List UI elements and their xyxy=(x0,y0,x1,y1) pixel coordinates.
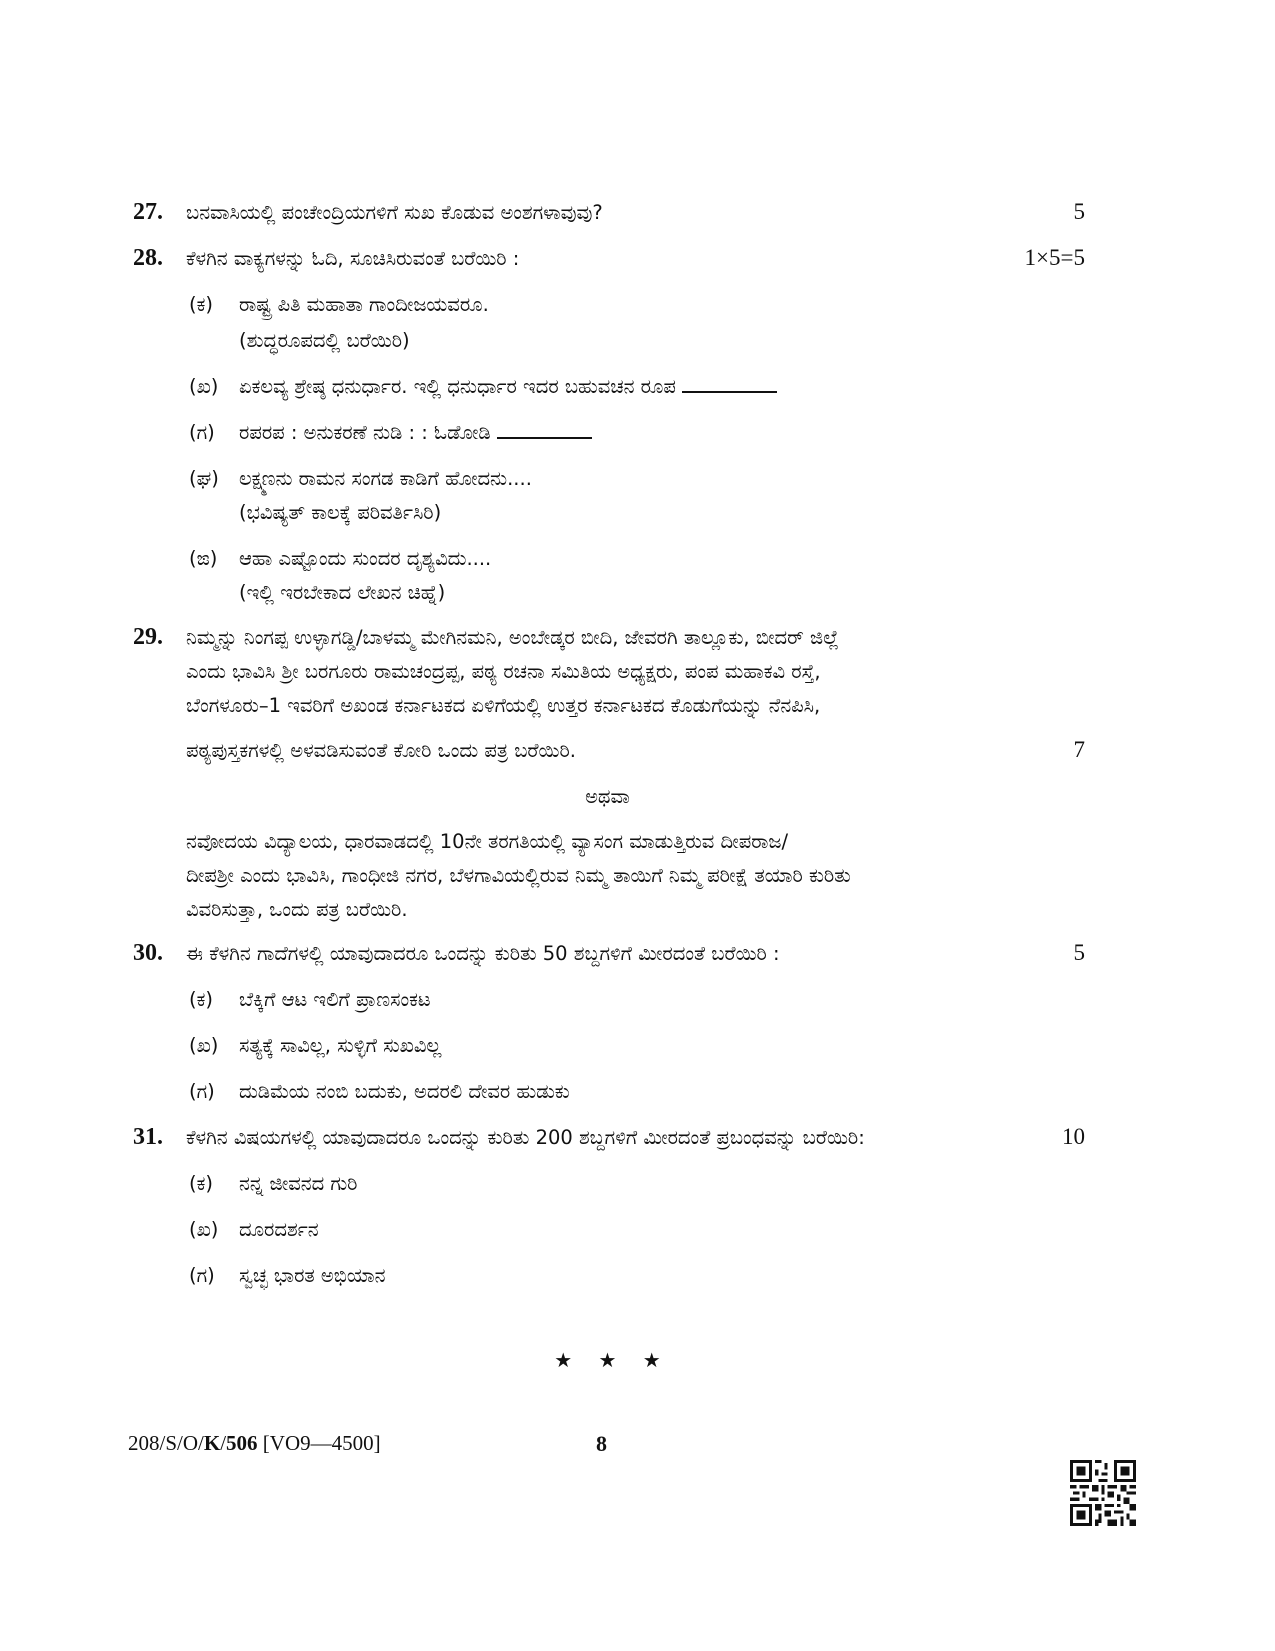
sub-instruction: (ಭವಿಷ್ಯತ್ ಕಾಲಕ್ಕೆ ಪರಿವರ್ತಿಸಿರಿ) xyxy=(239,501,442,524)
question-number-29: 29. xyxy=(133,624,163,650)
sub-label: (ಕ) xyxy=(189,293,213,316)
marks-27: 5 xyxy=(1073,199,1085,224)
question-number-27: 27. xyxy=(133,199,163,225)
alt-question-line: ವಿವರಿಸುತ್ತಾ, ಒಂದು ಪತ್ರ ಬರೆಯಿರಿ. xyxy=(186,898,408,921)
sub-label: (ಖ) xyxy=(189,1034,219,1057)
sub-text: ಏಕಲವ್ಯ ಶ್ರೇಷ್ಠ ಧನುರ್ಧಾರ. ಇಲ್ಲಿ ಧನುರ್ಧಾರ ಇದರ ಬಹುವಚನ ರೂಪ xyxy=(239,375,676,398)
question-number-30: 30. xyxy=(133,940,163,966)
sub-label: (ಘ) xyxy=(189,467,219,490)
sub-text-with-blank xyxy=(239,375,777,398)
question-line: ಎಂದು ಭಾವಿಸಿ ಶ್ರೀ ಬರಗೂರು ರಾಮಚಂದ್ರಪ್ಪ, ಪಠ್ಯ ರಚನಾ ಸಮಿತಿಯ ಅಧ್ಯಕ್ಷರು, ಪಂಪ ಮಹಾಕವಿ ರಸ್ತೆ, xyxy=(186,660,821,683)
sub-text: ದುಡಿಮೆಯ ನಂಬಿ ಬದುಕು, ಅದರಲಿ ದೇವರ ಹುಡುಕು xyxy=(239,1080,570,1103)
or-label: ಅಥವಾ xyxy=(585,785,630,808)
marks-30: 5 xyxy=(1073,940,1085,965)
sub-label: (ಙ) xyxy=(189,547,218,570)
code-bold-number: 506 xyxy=(226,1431,258,1455)
sub-text: ಬೆಕ್ಕಿಗೆ ಆಟ ಇಲಿಗೆ ಪ್ರಾಣಸಂಕಟ xyxy=(239,988,431,1011)
question-text-30: ಈ ಕೆಳಗಿನ ಗಾದೆಗಳಲ್ಲಿ ಯಾವುದಾದರೂ ಒಂದನ್ನು ಕುರಿತು 50 ಶಬ್ದಗಳಿಗೆ ಮೀರದಂತೆ ಬರೆಯಿರಿ : xyxy=(186,942,780,965)
sub-text: ಸ್ವಚ್ಛ ಭಾರತ ಅಭಿಯಾನ xyxy=(239,1264,386,1287)
sub-text: ಲಕ್ಷ್ಮಣನು ರಾಮನ ಸಂಗಡ ಕಾಡಿಗೆ ಹೋದನು.... xyxy=(239,467,532,490)
end-stars: ★ ★ ★ xyxy=(554,1348,671,1372)
alt-question-line: ದೀಪಶ್ರೀ ಎಂದು ಭಾವಿಸಿ, ಗಾಂಧೀಜಿ ನಗರ, ಬೆಳಗಾವಿಯಲ್ಲಿರುವ ನಿಮ್ಮ ತಾಯಿಗೆ ನಿಮ್ಮ ಪರೀಕ್ಷೆ ತಯಾರಿ ಕುರಿತು xyxy=(186,864,851,887)
sub-text: ನನ್ನ ಜೀವನದ ಗುರಿ xyxy=(239,1172,358,1195)
code-sep: / xyxy=(220,1431,227,1455)
question-line: ನಿಮ್ಮನ್ನು ನಿಂಗಪ್ಪ ಉಳ್ಳಾಗಡ್ಡಿ/ಬಾಳಮ್ಮ ಮೇಗಿನಮನಿ, ಅಂಬೇಡ್ಕರ ಬೀದಿ, ಜೇವರಗಿ ತಾಲ್ಲೂಕು, ಬೀದರ್ ಜಿಲ್ಲೆ xyxy=(186,626,839,649)
sub-label: (ಗ) xyxy=(189,421,215,444)
question-text-31: ಕೆಳಗಿನ ವಿಷಯಗಳಲ್ಲಿ ಯಾವುದಾದರೂ ಒಂದನ್ನು ಕುರಿತು 200 ಶಬ್ದಗಳಿಗೆ ಮೀರದಂತೆ ಪ್ರಬಂಧವನ್ನು ಬರೆಯಿರಿ: xyxy=(186,1126,865,1149)
code-suffix: [VO9—4500] xyxy=(262,1431,381,1455)
alt-question-line: ನವೋದಯ ವಿದ್ಯಾಲಯ, ಧಾರವಾಡದಲ್ಲಿ 10ನೇ ತರಗತಿಯಲ್ಲಿ ವ್ಯಾಸಂಗ ಮಾಡುತ್ತಿರುವ ದೀಪರಾಜ/ xyxy=(186,830,789,853)
question-line: ಬೆಂಗಳೂರು–1 ಇವರಿಗೆ ಅಖಂಡ ಕರ್ನಾಟಕದ ಏಳಿಗೆಯಲ್ಲಿ ಉತ್ತರ ಕರ್ನಾಟಕದ ಕೊಡುಗೆಯನ್ನು ನೆನಪಿಸಿ, xyxy=(186,694,821,717)
sub-label: (ಖ) xyxy=(189,375,219,398)
answer-blank xyxy=(682,391,777,393)
sub-text: ರಪರಪ : ಅನುಕರಣೆ ನುಡಿ : : ಓಡೋಡಿ xyxy=(239,421,491,444)
sub-label: (ಗ) xyxy=(189,1264,215,1287)
sub-text: ದೂರದರ್ಶನ xyxy=(239,1218,319,1241)
sub-label: (ಗ) xyxy=(189,1080,215,1103)
code-prefix: 208/S/O/ xyxy=(128,1431,204,1455)
question-text-28: ಕೆಳಗಿನ ವಾಕ್ಯಗಳನ್ನು ಓದಿ, ಸೂಚಿಸಿರುವಂತೆ ಬರೆಯಿರಿ : xyxy=(186,247,520,270)
qr-code-icon xyxy=(1070,1460,1136,1526)
sub-text: ರಾಷ್ಟ್ರ ಪಿತಿ ಮಹಾತಾ ಗಾಂದೀಜಯವರೂ. xyxy=(239,293,489,316)
sub-text-with-blank xyxy=(239,421,592,444)
sub-instruction: (ಶುದ್ಧರೂಪದಲ್ಲಿ ಬರೆಯಿರಿ) xyxy=(239,329,410,352)
marks-31: 10 xyxy=(1062,1124,1085,1149)
marks-29: 7 xyxy=(1073,737,1085,762)
question-number-31: 31. xyxy=(133,1124,163,1150)
question-line: ಪಠ್ಯಪುಸ್ತಕಗಳಲ್ಲಿ ಅಳವಡಿಸುವಂತೆ ಕೋರಿ ಒಂದು ಪತ್ರ ಬರೆಯಿರಿ. xyxy=(186,739,576,762)
marks-28: 1×5=5 xyxy=(1024,245,1085,270)
sub-instruction: (ಇಲ್ಲಿ ಇರಬೇಕಾದ ಲೇಖನ ಚಿಹ್ನೆ) xyxy=(239,581,446,604)
sub-text: ಆಹಾ ಎಷ್ಟೊಂದು ಸುಂದರ ದೃಶ್ಯವಿದು.... xyxy=(239,547,492,570)
answer-blank xyxy=(497,437,592,439)
sub-label: (ಕ) xyxy=(189,988,213,1011)
question-number-28: 28. xyxy=(133,245,163,271)
sub-label: (ಖ) xyxy=(189,1218,219,1241)
paper-code xyxy=(128,1431,381,1456)
code-bold: K xyxy=(203,1431,221,1455)
question-text-27: ಬನವಾಸಿಯಲ್ಲಿ ಪಂಚೇಂದ್ರಿಯಗಳಿಗೆ ಸುಖ ಕೊಡುವ ಅಂಶಗಳಾವುವು? xyxy=(186,201,603,224)
page-number: 8 xyxy=(596,1431,607,1456)
sub-label: (ಕ) xyxy=(189,1172,213,1195)
sub-text: ಸತ್ಯಕ್ಕೆ ಸಾವಿಲ್ಲ, ಸುಳ್ಳಿಗೆ ಸುಖವಿಲ್ಲ xyxy=(239,1034,442,1057)
